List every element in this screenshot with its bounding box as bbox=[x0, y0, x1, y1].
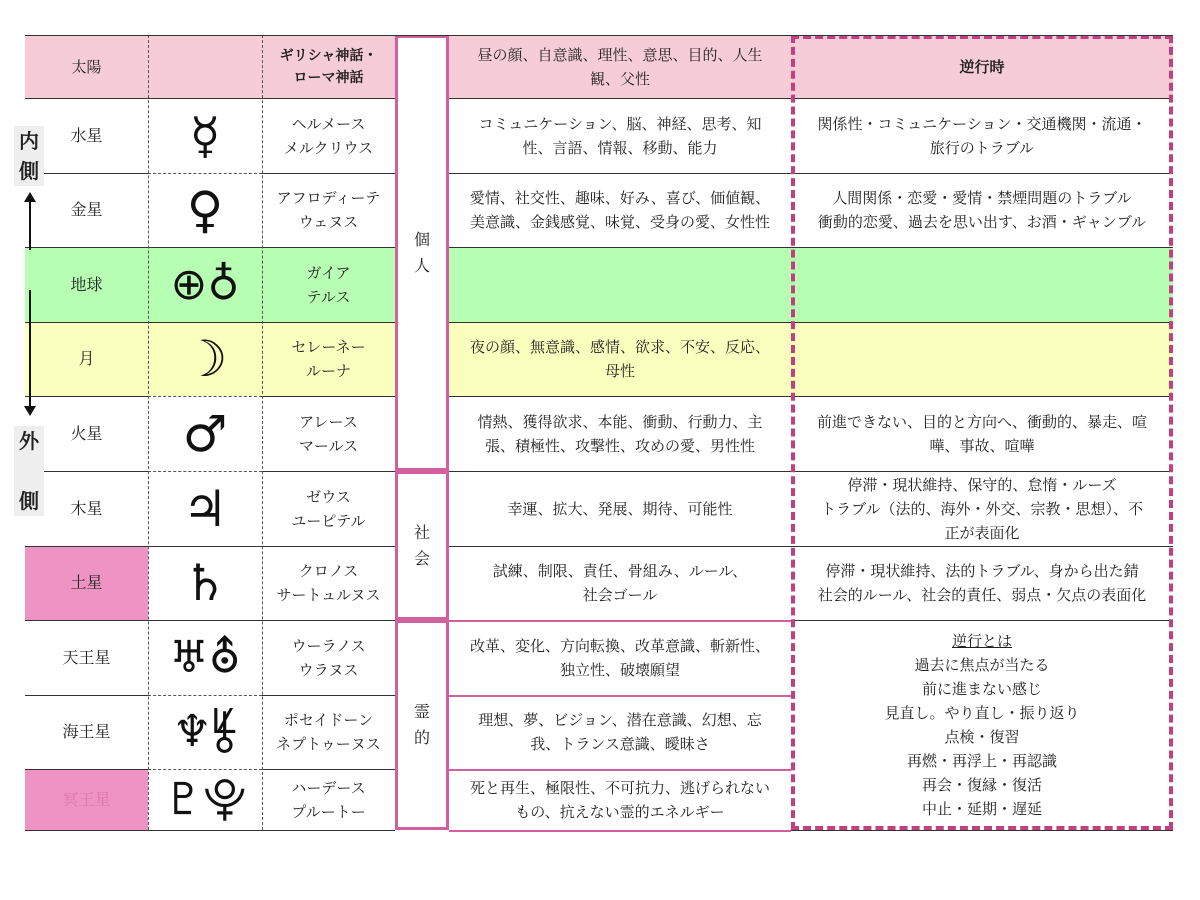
myth-names-text: ヘルメース メルクリウス bbox=[283, 114, 374, 157]
row-line bbox=[148, 471, 262, 472]
planet-name-text: 冥王星 bbox=[62, 789, 111, 809]
myth-names bbox=[262, 322, 395, 396]
meaning-text bbox=[449, 546, 791, 620]
row-line bbox=[791, 620, 1173, 621]
outer-label-text: 外 側 bbox=[19, 429, 39, 513]
row-line bbox=[148, 830, 262, 831]
earth-icon-glyph: ⊕♁ bbox=[170, 258, 240, 310]
planet-name bbox=[25, 546, 148, 620]
planet-name-text: 水星 bbox=[70, 125, 103, 145]
up-arrow-icon bbox=[24, 192, 36, 202]
planet-name-text: 火星 bbox=[70, 423, 103, 443]
moon-icon-glyph: ☽ bbox=[182, 330, 228, 388]
myth-names-text: アレース マールス bbox=[298, 412, 359, 455]
header-retro-text: 逆行時 bbox=[959, 57, 1005, 76]
row-line bbox=[449, 471, 791, 472]
myth-names bbox=[262, 620, 395, 695]
header-meaning bbox=[449, 35, 791, 98]
planet-name bbox=[25, 769, 148, 830]
myth-names-text: セレーネー ルーナ bbox=[291, 338, 366, 380]
meaning-text-text: 夜の顔、無意識、感情、欲求、不安、反応、 母性 bbox=[469, 338, 770, 380]
row-line bbox=[25, 247, 148, 248]
row-line bbox=[148, 98, 262, 99]
planet-name-text: 金星 bbox=[70, 200, 103, 219]
planet-name-text: 天王星 bbox=[62, 647, 111, 667]
top-border bbox=[25, 35, 1173, 36]
venus-icon bbox=[148, 173, 262, 247]
group-social-label: 社 会 bbox=[413, 522, 430, 568]
row-line bbox=[148, 247, 262, 248]
planet-name-text: 土星 bbox=[70, 573, 103, 592]
myth-names-text: アフロディーテ ウェヌス bbox=[276, 189, 381, 231]
header-meaning-text: 昼の顔、自意識、理性、意思、目的、人生 観、父性 bbox=[477, 45, 763, 88]
row-line bbox=[262, 546, 395, 547]
inner-label-text: 内 側 bbox=[19, 129, 39, 183]
meaning-text bbox=[449, 98, 791, 173]
neptune-icon bbox=[148, 695, 262, 769]
saturn-icon bbox=[148, 546, 262, 620]
neptune-icon-glyph: ♆⯉ bbox=[172, 706, 238, 757]
myth-names-text: ガイア テルス bbox=[306, 263, 351, 306]
row-line bbox=[791, 830, 1173, 831]
planet-name bbox=[25, 620, 148, 695]
row-line bbox=[25, 695, 148, 696]
row-line bbox=[25, 322, 148, 323]
myth-names bbox=[262, 396, 395, 471]
venus-icon-glyph: ♀ bbox=[186, 181, 224, 239]
retro-note bbox=[791, 620, 1173, 830]
row-line bbox=[148, 322, 262, 323]
retro-text-text: 停滞・現状維持、法的トラブル、身から出た錆 社会的ルール、社会的責任、弱点・欠点の表面化 bbox=[817, 562, 1147, 604]
row-line bbox=[791, 173, 1173, 174]
retro-text bbox=[791, 173, 1173, 247]
row-line bbox=[449, 322, 791, 323]
mars-icon bbox=[148, 396, 262, 471]
row-line bbox=[262, 620, 395, 621]
retro-text bbox=[791, 471, 1173, 546]
retro-text bbox=[791, 546, 1173, 620]
group-social bbox=[395, 471, 449, 620]
header-planet bbox=[25, 35, 148, 98]
row-line bbox=[262, 695, 395, 696]
row-line bbox=[449, 247, 791, 248]
row-line bbox=[791, 247, 1173, 248]
row-line bbox=[791, 322, 1173, 323]
myth-names-text: ポセイドーン ネプトゥーヌス bbox=[276, 711, 381, 753]
retro-note-title: 逆行とは bbox=[951, 632, 1012, 650]
meaning-text-text: 愛情、社交性、趣味、好み、喜び、価値観、 美意識、金銭感覚、味覚、受身の愛、女性性 bbox=[469, 189, 771, 231]
myth-names-text: ウーラノス ウラヌス bbox=[291, 636, 366, 679]
row-line bbox=[262, 396, 395, 397]
meaning-text-text: 死と再生、極限性、不可抗力、逃げられない もの、抗えない霊的エネルギー bbox=[469, 778, 770, 821]
myth-names bbox=[262, 471, 395, 546]
row-line bbox=[262, 247, 395, 248]
row-line bbox=[791, 396, 1173, 397]
planet-name-text: 月 bbox=[78, 349, 95, 368]
meaning-text bbox=[449, 471, 791, 546]
meaning-text bbox=[449, 769, 791, 830]
pluto-icon-glyph: ♇⯓ bbox=[163, 773, 247, 825]
retro-note-line: 再燃・再浮上・再認識 bbox=[906, 752, 1057, 770]
row-line bbox=[449, 695, 791, 697]
row-line bbox=[148, 396, 262, 397]
row-line bbox=[148, 769, 262, 770]
meaning-text-text: 幸運、拡大、発展、期待、可能性 bbox=[507, 499, 733, 518]
row-line bbox=[449, 173, 791, 174]
group-spiritual-label: 霊 的 bbox=[413, 702, 430, 747]
retro-note-line: 再会・復縁・復活 bbox=[921, 776, 1042, 794]
retro-text-text: 前進できない、目的と方向へ、衝動的、暴走、喧 嘩、事故、喧嘩 bbox=[816, 412, 1147, 455]
direction-arrows bbox=[20, 190, 40, 420]
row-line bbox=[449, 769, 791, 771]
myth-names-text: クロノス サートュルヌス bbox=[276, 562, 381, 604]
retro-note-line: 過去に焦点が当たる bbox=[914, 656, 1050, 674]
myth-names bbox=[262, 247, 395, 322]
row-line bbox=[449, 396, 791, 397]
row-line bbox=[25, 830, 148, 831]
jupiter-icon-glyph: ♃ bbox=[182, 479, 228, 538]
meaning-text-text: 理想、夢、ビジョン、潜在意識、幻想、忘 我、トランス意識、曖昧さ bbox=[478, 711, 762, 753]
pluto-icon bbox=[148, 769, 262, 830]
mercury-icon bbox=[148, 98, 262, 173]
earth-row-bg-right bbox=[449, 247, 1173, 322]
meaning-text bbox=[449, 322, 791, 396]
meaning-text bbox=[449, 620, 791, 695]
retro-note-line: 見直し。やり直し・振り返り bbox=[884, 704, 1080, 722]
row-line bbox=[262, 471, 395, 472]
inner-side-label bbox=[14, 126, 44, 186]
row-line bbox=[791, 546, 1173, 547]
retro-text-text: 停滞・現状維持、保守的、怠惰・ルーズ トラブル（法的、海外・外交、宗教・思想）、不 正が表面化 bbox=[821, 475, 1143, 542]
row-line bbox=[262, 830, 395, 831]
myth-names bbox=[262, 173, 395, 247]
retro-note-line: 前に進まない感じ bbox=[921, 680, 1042, 698]
jupiter-icon bbox=[148, 471, 262, 546]
header-planet-text: 太陽 bbox=[71, 57, 102, 76]
planet-name bbox=[25, 322, 148, 396]
row-line bbox=[25, 98, 148, 99]
myth-names-text: ゼウス ユーピテル bbox=[291, 487, 366, 530]
myth-names bbox=[262, 695, 395, 769]
row-line bbox=[25, 546, 148, 547]
planet-name-text: 地球 bbox=[70, 274, 103, 294]
row-line bbox=[262, 98, 395, 99]
myth-names bbox=[262, 546, 395, 620]
col-line bbox=[262, 35, 263, 830]
row-line bbox=[25, 396, 148, 397]
retro-text-text: 関係性・コミュニケーション・交通機関・流通・ 旅行のトラブル bbox=[817, 114, 1147, 157]
planet-name bbox=[25, 695, 148, 769]
outer-side-label bbox=[14, 426, 44, 516]
row-line bbox=[148, 695, 262, 696]
retro-text bbox=[791, 98, 1173, 173]
header-myth bbox=[262, 35, 395, 98]
group-personal bbox=[395, 35, 449, 471]
header-retro bbox=[791, 35, 1173, 98]
header-myth-text: ギリシャ神話・ ローマ神話 bbox=[279, 47, 378, 86]
row-line bbox=[449, 620, 791, 622]
down-arrow-icon bbox=[24, 406, 36, 416]
uranus-icon bbox=[148, 620, 262, 695]
meaning-text-text: 試練、制限、責任、骨組み、ルール、 社会ゴール bbox=[492, 562, 748, 604]
row-line bbox=[449, 98, 791, 99]
saturn-icon-glyph: ♄ bbox=[182, 554, 228, 612]
meaning-text bbox=[449, 396, 791, 471]
group-personal-label: 個 人 bbox=[413, 230, 430, 275]
uranus-icon-glyph: ♅⛢ bbox=[169, 631, 241, 683]
row-line bbox=[262, 173, 395, 174]
meaning-text-text: 情熱、獲得欲求、本能、衝動、行動力、主 張、積極性、攻撃性、攻めの愛、男性性 bbox=[477, 412, 763, 455]
mercury-icon-glyph: ☿ bbox=[189, 106, 221, 165]
row-line bbox=[449, 546, 791, 547]
meaning-text bbox=[449, 695, 791, 769]
row-line bbox=[148, 620, 262, 621]
planet-name bbox=[25, 247, 148, 322]
planet-name-text: 木星 bbox=[70, 498, 103, 518]
myth-names bbox=[262, 98, 395, 173]
row-line bbox=[262, 322, 395, 323]
earth-icon bbox=[148, 247, 262, 322]
meaning-text bbox=[449, 173, 791, 247]
row-line bbox=[262, 769, 395, 770]
col-line bbox=[148, 35, 149, 830]
retro-note-line: 点検・復習 bbox=[944, 728, 1020, 746]
mars-icon-glyph: ♂ bbox=[182, 404, 228, 463]
row-line bbox=[791, 471, 1173, 472]
retro-note-line: 中止・延期・遅延 bbox=[921, 800, 1042, 818]
myth-names-text: ハーデース プルートー bbox=[291, 778, 366, 821]
retro-text-text: 人間関係・恋愛・愛情・禁煙問題のトラブル 衝動的恋愛、過去を思い出す、お酒・ギャンブル bbox=[817, 189, 1147, 231]
moon-icon bbox=[148, 322, 262, 396]
row-line bbox=[148, 173, 262, 174]
row-line bbox=[25, 769, 148, 770]
row-line bbox=[791, 98, 1173, 99]
meaning-text-text: コミュニケーション、脳、神経、思考、知 性、言語、情報、移動、能力 bbox=[478, 114, 762, 157]
group-spiritual bbox=[395, 620, 449, 830]
myth-names bbox=[262, 769, 395, 830]
row-line bbox=[449, 830, 791, 832]
meaning-text-text: 改革、変化、方向転換、改革意識、斬新性、 独立性、破壊願望 bbox=[469, 636, 770, 679]
retro-text bbox=[791, 396, 1173, 471]
row-line bbox=[25, 620, 148, 621]
planet-name-text: 海王星 bbox=[62, 722, 111, 741]
row-line bbox=[148, 546, 262, 547]
